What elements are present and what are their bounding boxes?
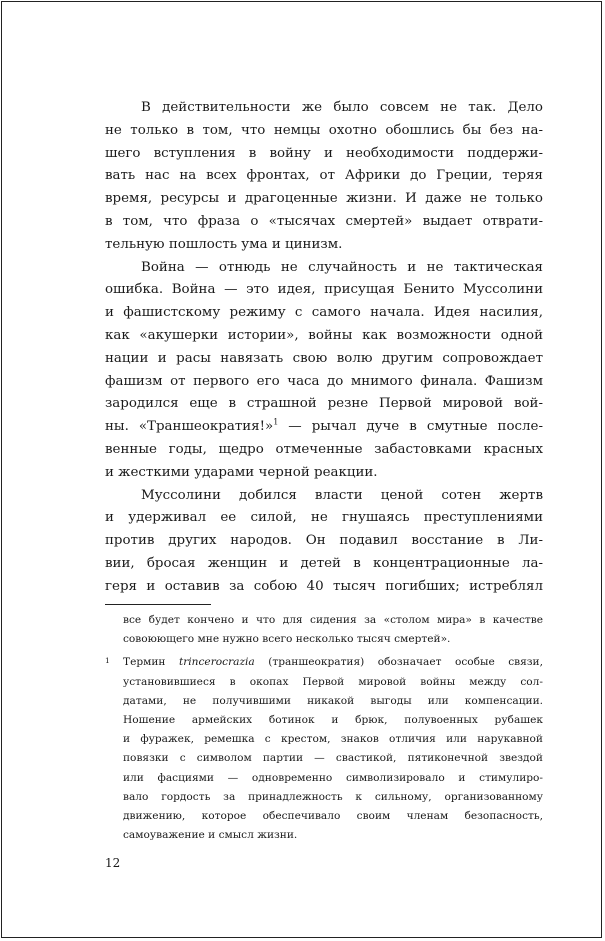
footnote-line: вало гордость за принадлежность к сильному, организованному	[123, 790, 543, 803]
footnote-line: и фуражек, ремешка с крестом, знаков отличия или нарукавной	[123, 733, 543, 746]
text-line: Война — отнюдь не случайность и не тактическая	[141, 259, 543, 275]
text-line: геря и оставив за собою 40 тысяч погибших; истреблял	[105, 578, 543, 594]
footnote-line: установившиеся в окопах Первой мировой войны между сол-	[123, 675, 543, 688]
text-line: Муссолини добился власти ценой сотен жертв	[141, 487, 543, 503]
text-segment: — рычал дуче в смутные после-	[278, 419, 543, 435]
footnote-line: самоуважение и смысл жизни.	[123, 829, 298, 842]
text-line: время, ресурсы и драгоценные жизни. И даже не только	[105, 191, 543, 207]
paragraph-3	[105, 485, 543, 599]
footnote-line: или фасциями — одновременно символизировало и стимулиро-	[123, 771, 543, 784]
text-line: в том, что фраза о «тысячах смертей» выдает отврати-	[105, 213, 543, 229]
footnotes	[105, 611, 543, 845]
footnote-line: совоюющего мне нужно всего несколько тысяч смертей».	[123, 633, 451, 646]
text-line: и жесткими ударами черной реакции.	[105, 464, 378, 480]
main-text	[105, 97, 543, 599]
footnote-line: повязки с символом партии — свастикой, пятиконечной звездой	[123, 752, 543, 765]
footnote-line: все будет кончено и что для сидения за «столом мира» в качестве	[123, 614, 543, 626]
text-line: не только в том, что немцы охотно обошлись бы без на-	[105, 122, 543, 138]
footnote-continuation	[105, 611, 543, 649]
text-segment: ны. «Траншеократия!»	[105, 419, 274, 435]
text-line: против других народов. Он подавил восстание в Ли-	[105, 533, 543, 549]
footnote-separator	[105, 604, 211, 605]
text-line: вии, бросая женщин и детей в концентрационные ла-	[105, 555, 543, 571]
footnote-marker: 1	[105, 656, 110, 666]
footnote-1	[105, 653, 543, 845]
footnote-line: движению, которое обеспечивало своим членам безопасность,	[123, 810, 543, 823]
text-line: нации и расы навязать свою волю другим сопровождает	[105, 350, 543, 366]
text-line: фашизм от первого его часа до мнимого финала. Фашизм	[105, 373, 543, 389]
text-segment: (траншеократия) обозначает особые связи,	[254, 656, 543, 669]
footnote-term: trincerocrazia	[178, 656, 255, 669]
text-line: В действительности же было совсем не так. Дело	[141, 100, 543, 115]
text-line	[105, 416, 543, 439]
text-line: и фашистскому режиму с самого начала. Идея насилия,	[105, 305, 543, 321]
text-line: шего вступления в войну и необходимости поддержи-	[105, 145, 543, 161]
text-line: тельную пошлость ума и цинизм.	[105, 236, 343, 252]
text-line: вать нас на всех фронтах, от Африки до Греции, теряя	[105, 168, 543, 184]
paragraph-1	[105, 97, 543, 257]
footnote-line: датами, не получившими никакой выгоды или компенсации.	[123, 694, 543, 707]
text-line: как «акушерки истории», войны как возможности одной	[105, 327, 543, 343]
paragraph-2	[105, 257, 543, 485]
text-segment: Термин	[123, 656, 179, 669]
footnote-line: Ношение армейских ботинок и брюк, полувоенных рубашек	[123, 714, 543, 727]
footnote-ref-1[interactable]: 1	[273, 417, 279, 427]
footnote-line	[105, 653, 543, 672]
text-line: и удерживал ее силой, не гнушаясь преступлениями	[105, 510, 543, 526]
text-line: венные годы, щедро отмеченные забастовками красных	[105, 441, 543, 457]
text-line: зародился еще в страшной резне Первой мировой вой-	[105, 396, 543, 412]
page-number: 12	[105, 856, 121, 870]
text-line: ошибка. Война — это идея, присущая Бенито Муссолини	[105, 282, 543, 298]
